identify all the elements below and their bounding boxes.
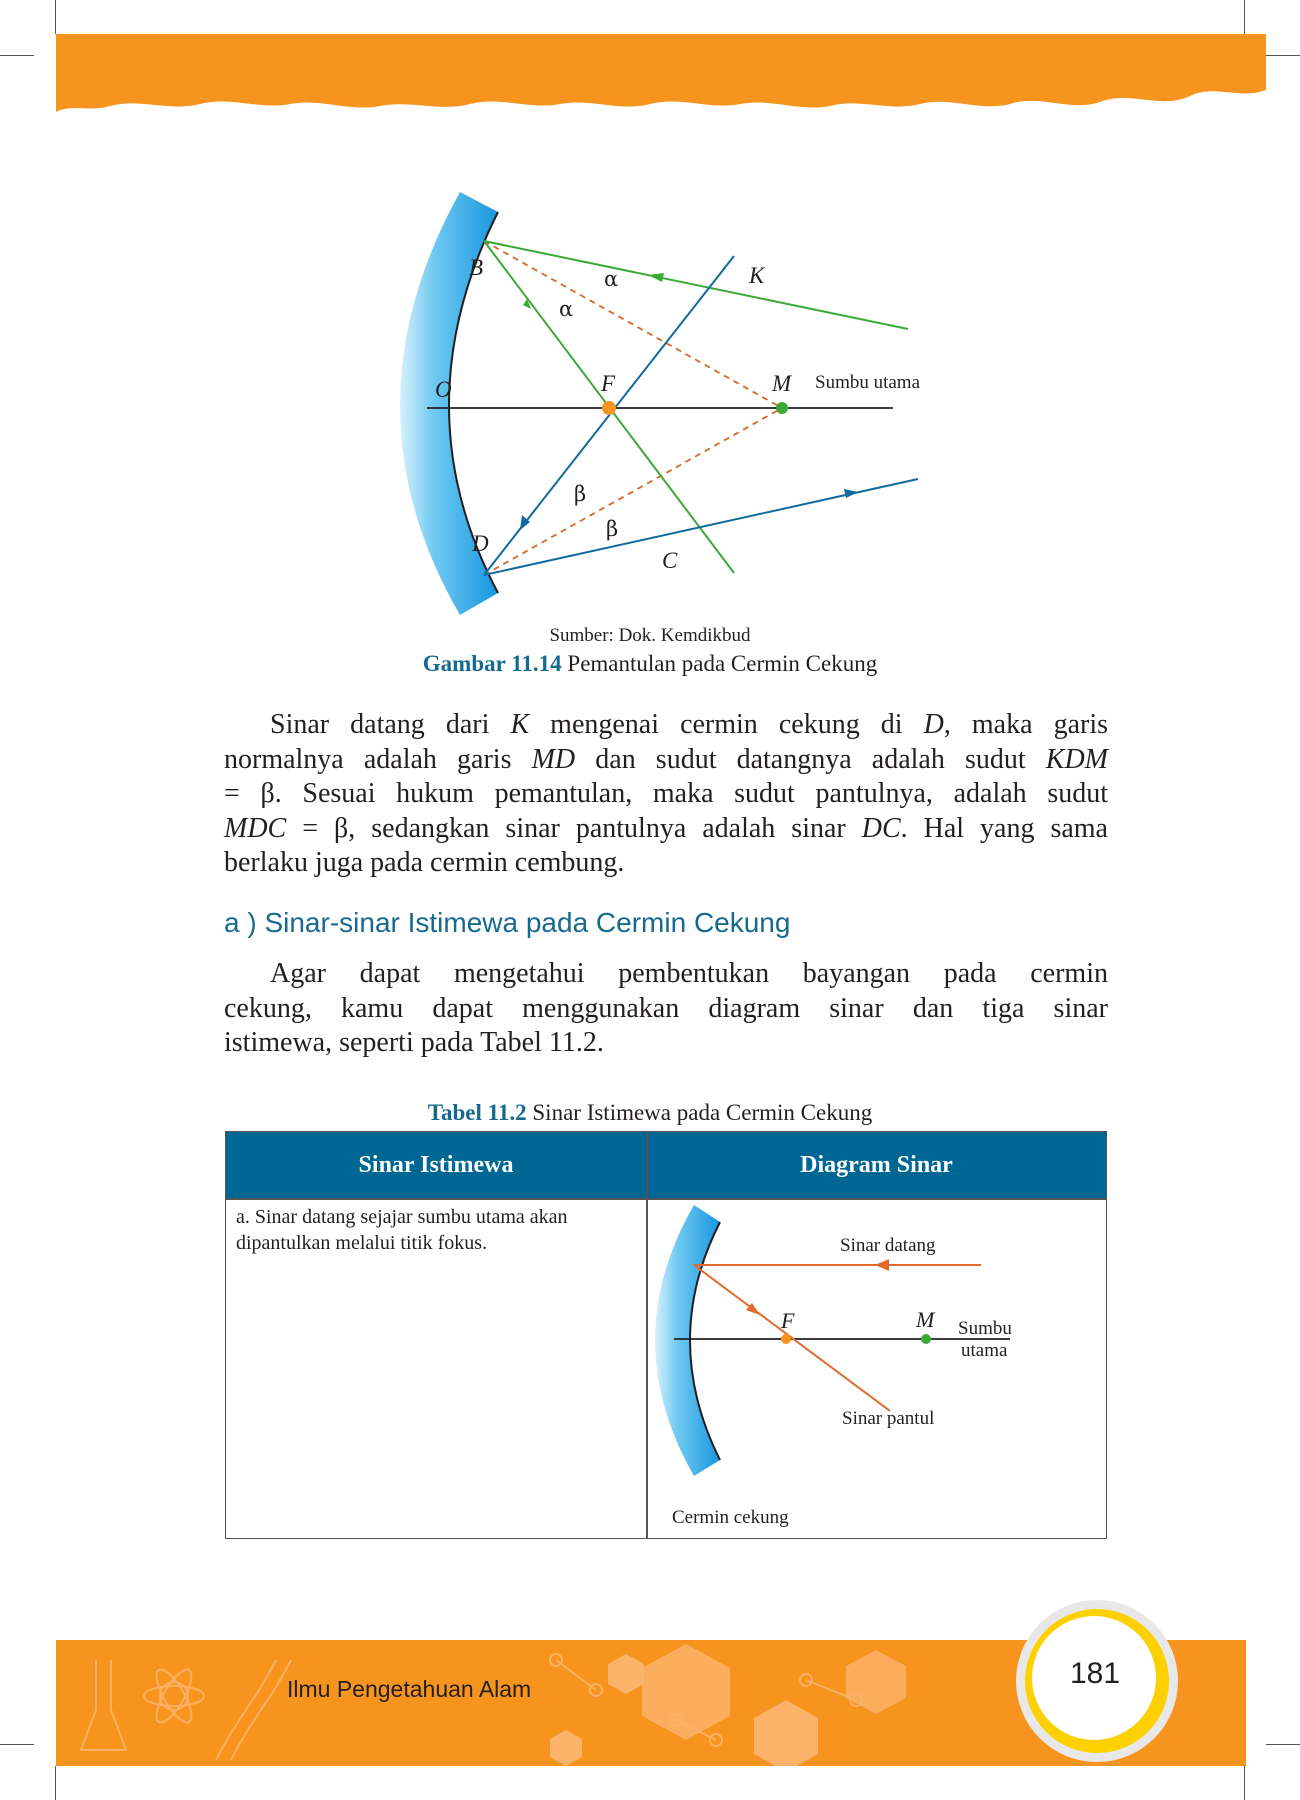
focal-point-dot <box>602 401 616 415</box>
concave-mirror-reflection-diagram <box>380 185 940 625</box>
angle-alpha-2: α <box>559 297 574 321</box>
arrow-icon <box>648 273 664 282</box>
special-rays-table <box>225 1131 1107 1539</box>
axis-label-line1: Sumbu <box>958 1318 1012 1339</box>
arrow-icon <box>875 1259 889 1271</box>
reflected-ray-label: Sinar pantul <box>842 1408 935 1429</box>
label-d: D <box>472 531 489 556</box>
header-band <box>0 0 1300 140</box>
axis-label: Sumbu utama <box>815 372 921 393</box>
incoming-ray-label: Sinar datang <box>840 1235 936 1256</box>
crop-mark <box>1244 1766 1245 1800</box>
label-c: C <box>662 548 678 573</box>
crop-mark <box>0 1744 34 1745</box>
label-f: F <box>601 371 616 396</box>
crop-mark <box>1266 1744 1300 1745</box>
center-point-dot <box>921 1334 931 1344</box>
center-point-dot <box>776 402 788 414</box>
label-f: F <box>781 1308 795 1333</box>
section-heading: a ) Sinar-sinar Istimewa pada Cermin Cekung <box>224 907 791 938</box>
table-header-special-ray: Sinar Istimewa <box>226 1132 646 1198</box>
table-row-description: a. Sinar datang sejajar sumbu utama akan dipantulkan melalui titik fokus. <box>236 1206 568 1254</box>
parallel-ray-diagram <box>648 1200 1106 1538</box>
angle-alpha-1: α <box>604 267 619 291</box>
angle-beta-1: β <box>574 482 587 506</box>
label-m: M <box>772 371 792 396</box>
axis-label-line2: utama <box>961 1340 1008 1361</box>
normal-line-md <box>484 408 782 575</box>
angle-beta-2: β <box>606 517 619 541</box>
label-o: O <box>435 377 452 402</box>
table-header-ray-diagram: Diagram Sinar <box>647 1132 1106 1198</box>
figure-number: Gambar 11.14 <box>422 651 562 676</box>
paragraph-reflection: Sinar datang dari K mengenai cermin cekung di D, maka garis normalnya adalah garis MD dan sudut datangnya adalah sudut KDM = β. Sesuai hukum pemantulan, maka sudut pantulnya, adalah sudut MDC = β, sedangkan sinar pantulnya adalah sinar DC. Hal yang sama berlaku juga pada cermin cembung. <box>224 709 1109 878</box>
table-number: Tabel 11.2 <box>427 1100 527 1125</box>
figure-title: Pemantulan pada Cermin Cekung <box>561 651 878 676</box>
incident-ray-green <box>484 241 908 329</box>
paragraph-intro: Agar dapat mengetahui pembentukan bayangan pada cermin cekung, kamu dapat menggunakan diagram sinar dan tiga sinar istimewa, seperti pada Tabel 11.2. <box>224 958 1108 1058</box>
crop-mark <box>55 1766 56 1800</box>
normal-line-mb <box>484 241 782 408</box>
figure-source: Sumber: Dok. Kemdikbud <box>549 625 751 646</box>
label-b: B <box>469 255 484 280</box>
figure-caption <box>0 651 1300 677</box>
reflected-ray <box>694 1265 890 1411</box>
label-k: K <box>749 263 765 288</box>
page-number: 181 <box>1069 1657 1121 1690</box>
footer-subject: Ilmu Pengetahuan Alam <box>287 1676 532 1702</box>
mirror-label: Cermin cekung <box>672 1507 789 1528</box>
label-m: M <box>916 1307 935 1332</box>
table-caption <box>0 1100 1300 1126</box>
focal-point-dot <box>781 1334 791 1344</box>
table-title: Sinar Istimewa pada Cermin Cekung <box>526 1100 873 1125</box>
